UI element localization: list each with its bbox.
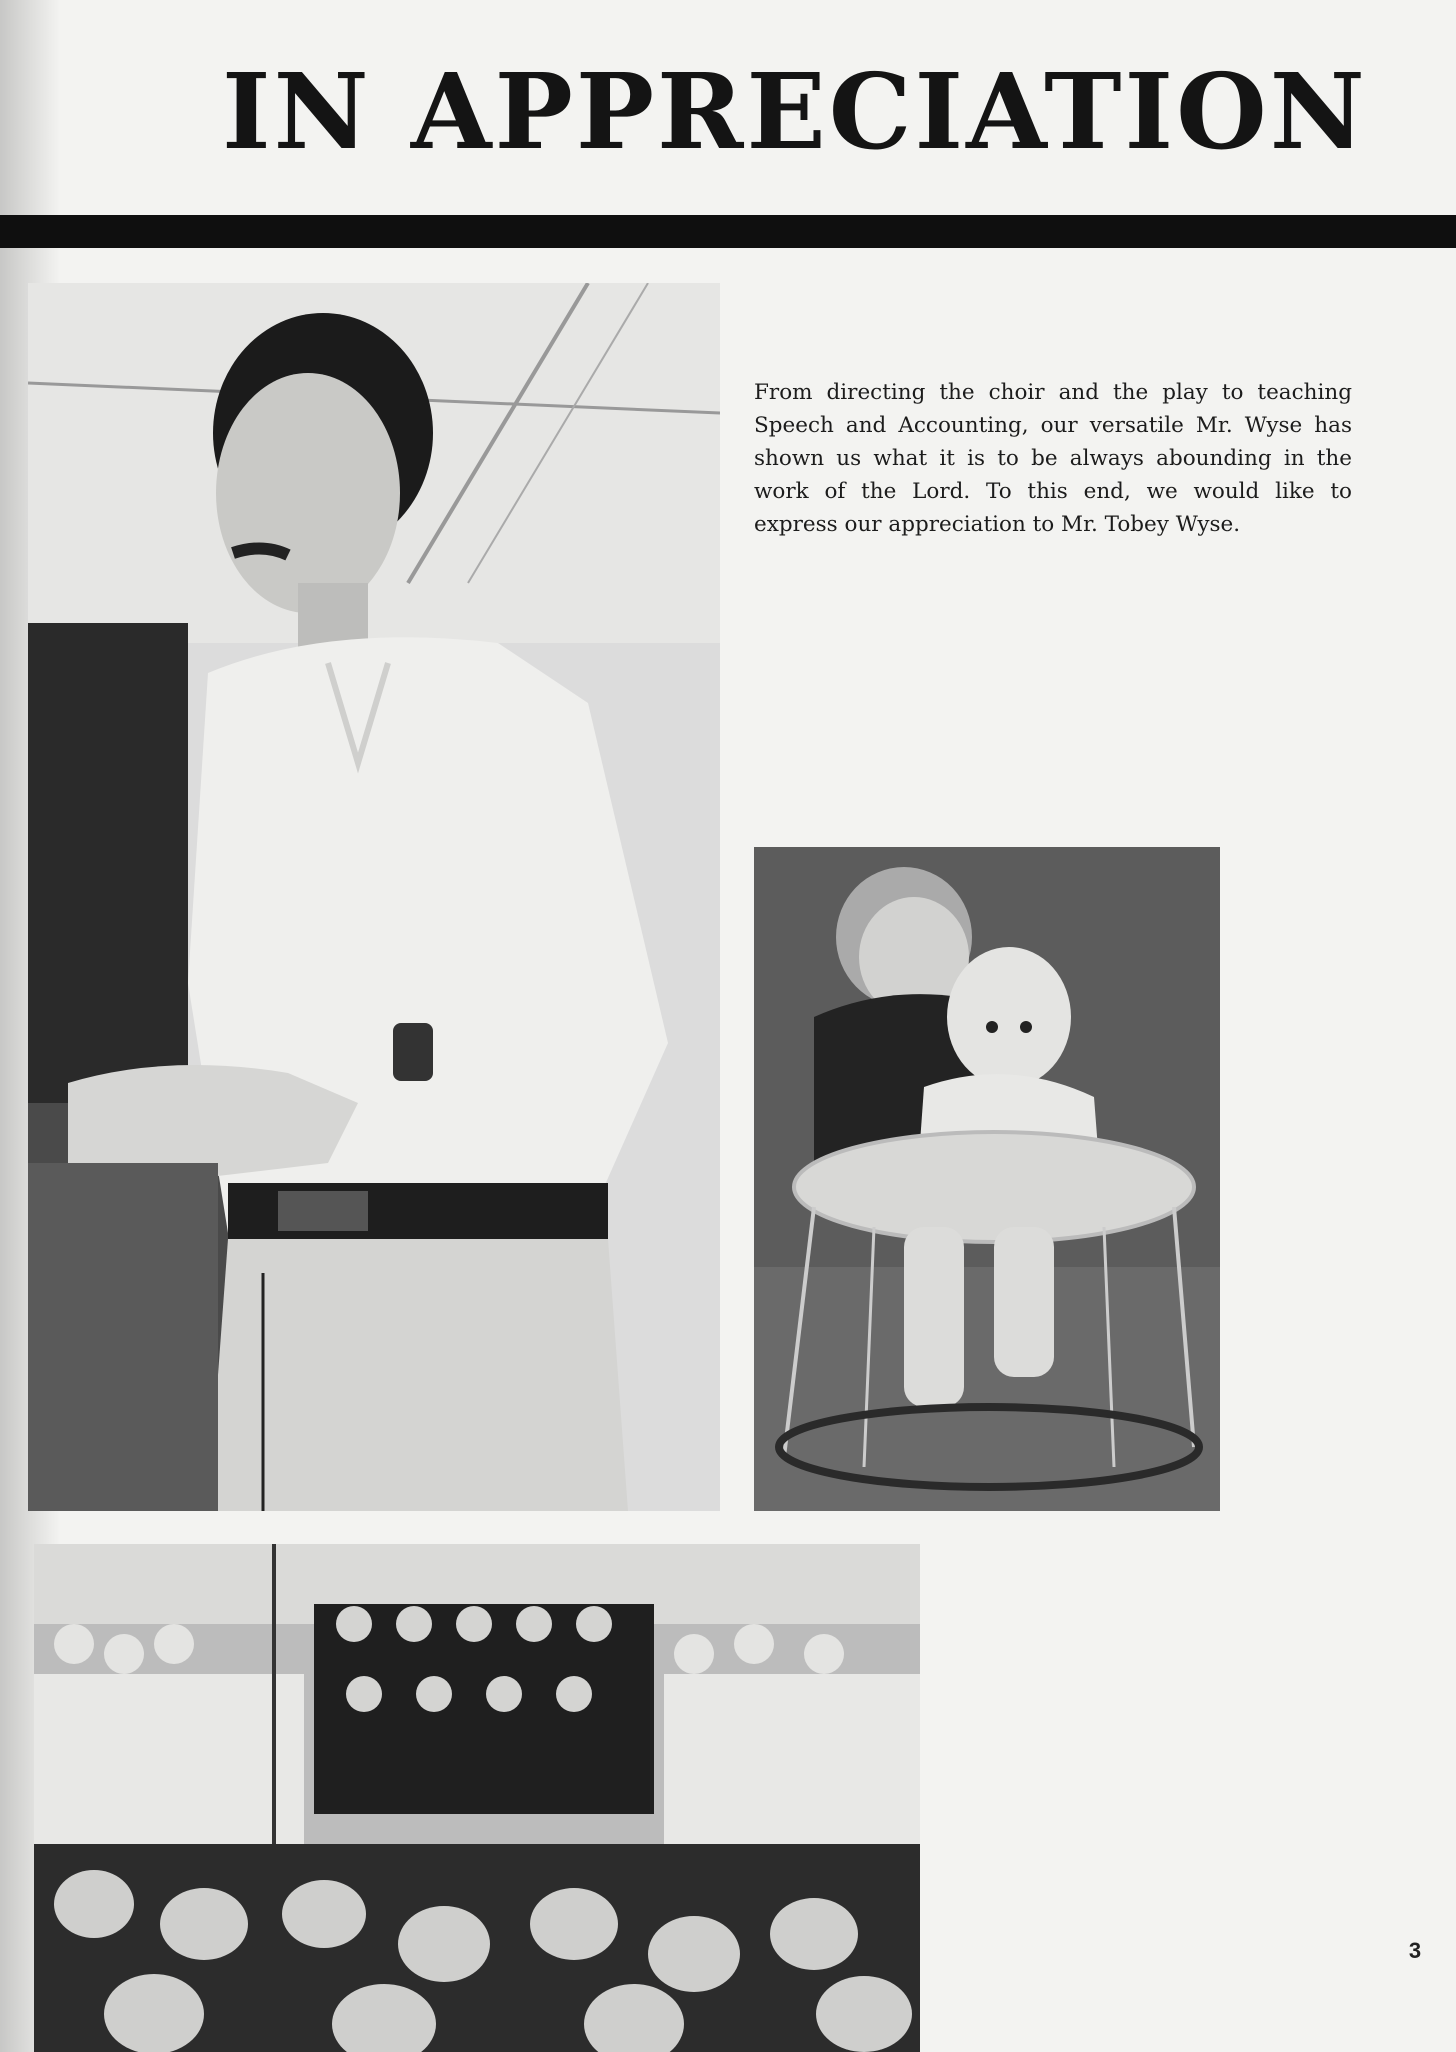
photo-children [754, 847, 1220, 1511]
photo-teacher [28, 283, 720, 1511]
page-title: IN APPRECIATION [222, 50, 1368, 173]
header-rule [0, 215, 1456, 248]
appreciation-caption: From directing the choir and the play to teaching Speech and Accounting, our versatile Mr. Wyse has shown us what it is to be always abounding in the work of the Lord. To this end, we would like to express our appreciation to Mr. Tobey Wyse. [754, 380, 1352, 537]
photo-choir [34, 1544, 920, 2052]
page-number: 3 [1408, 1938, 1422, 1963]
